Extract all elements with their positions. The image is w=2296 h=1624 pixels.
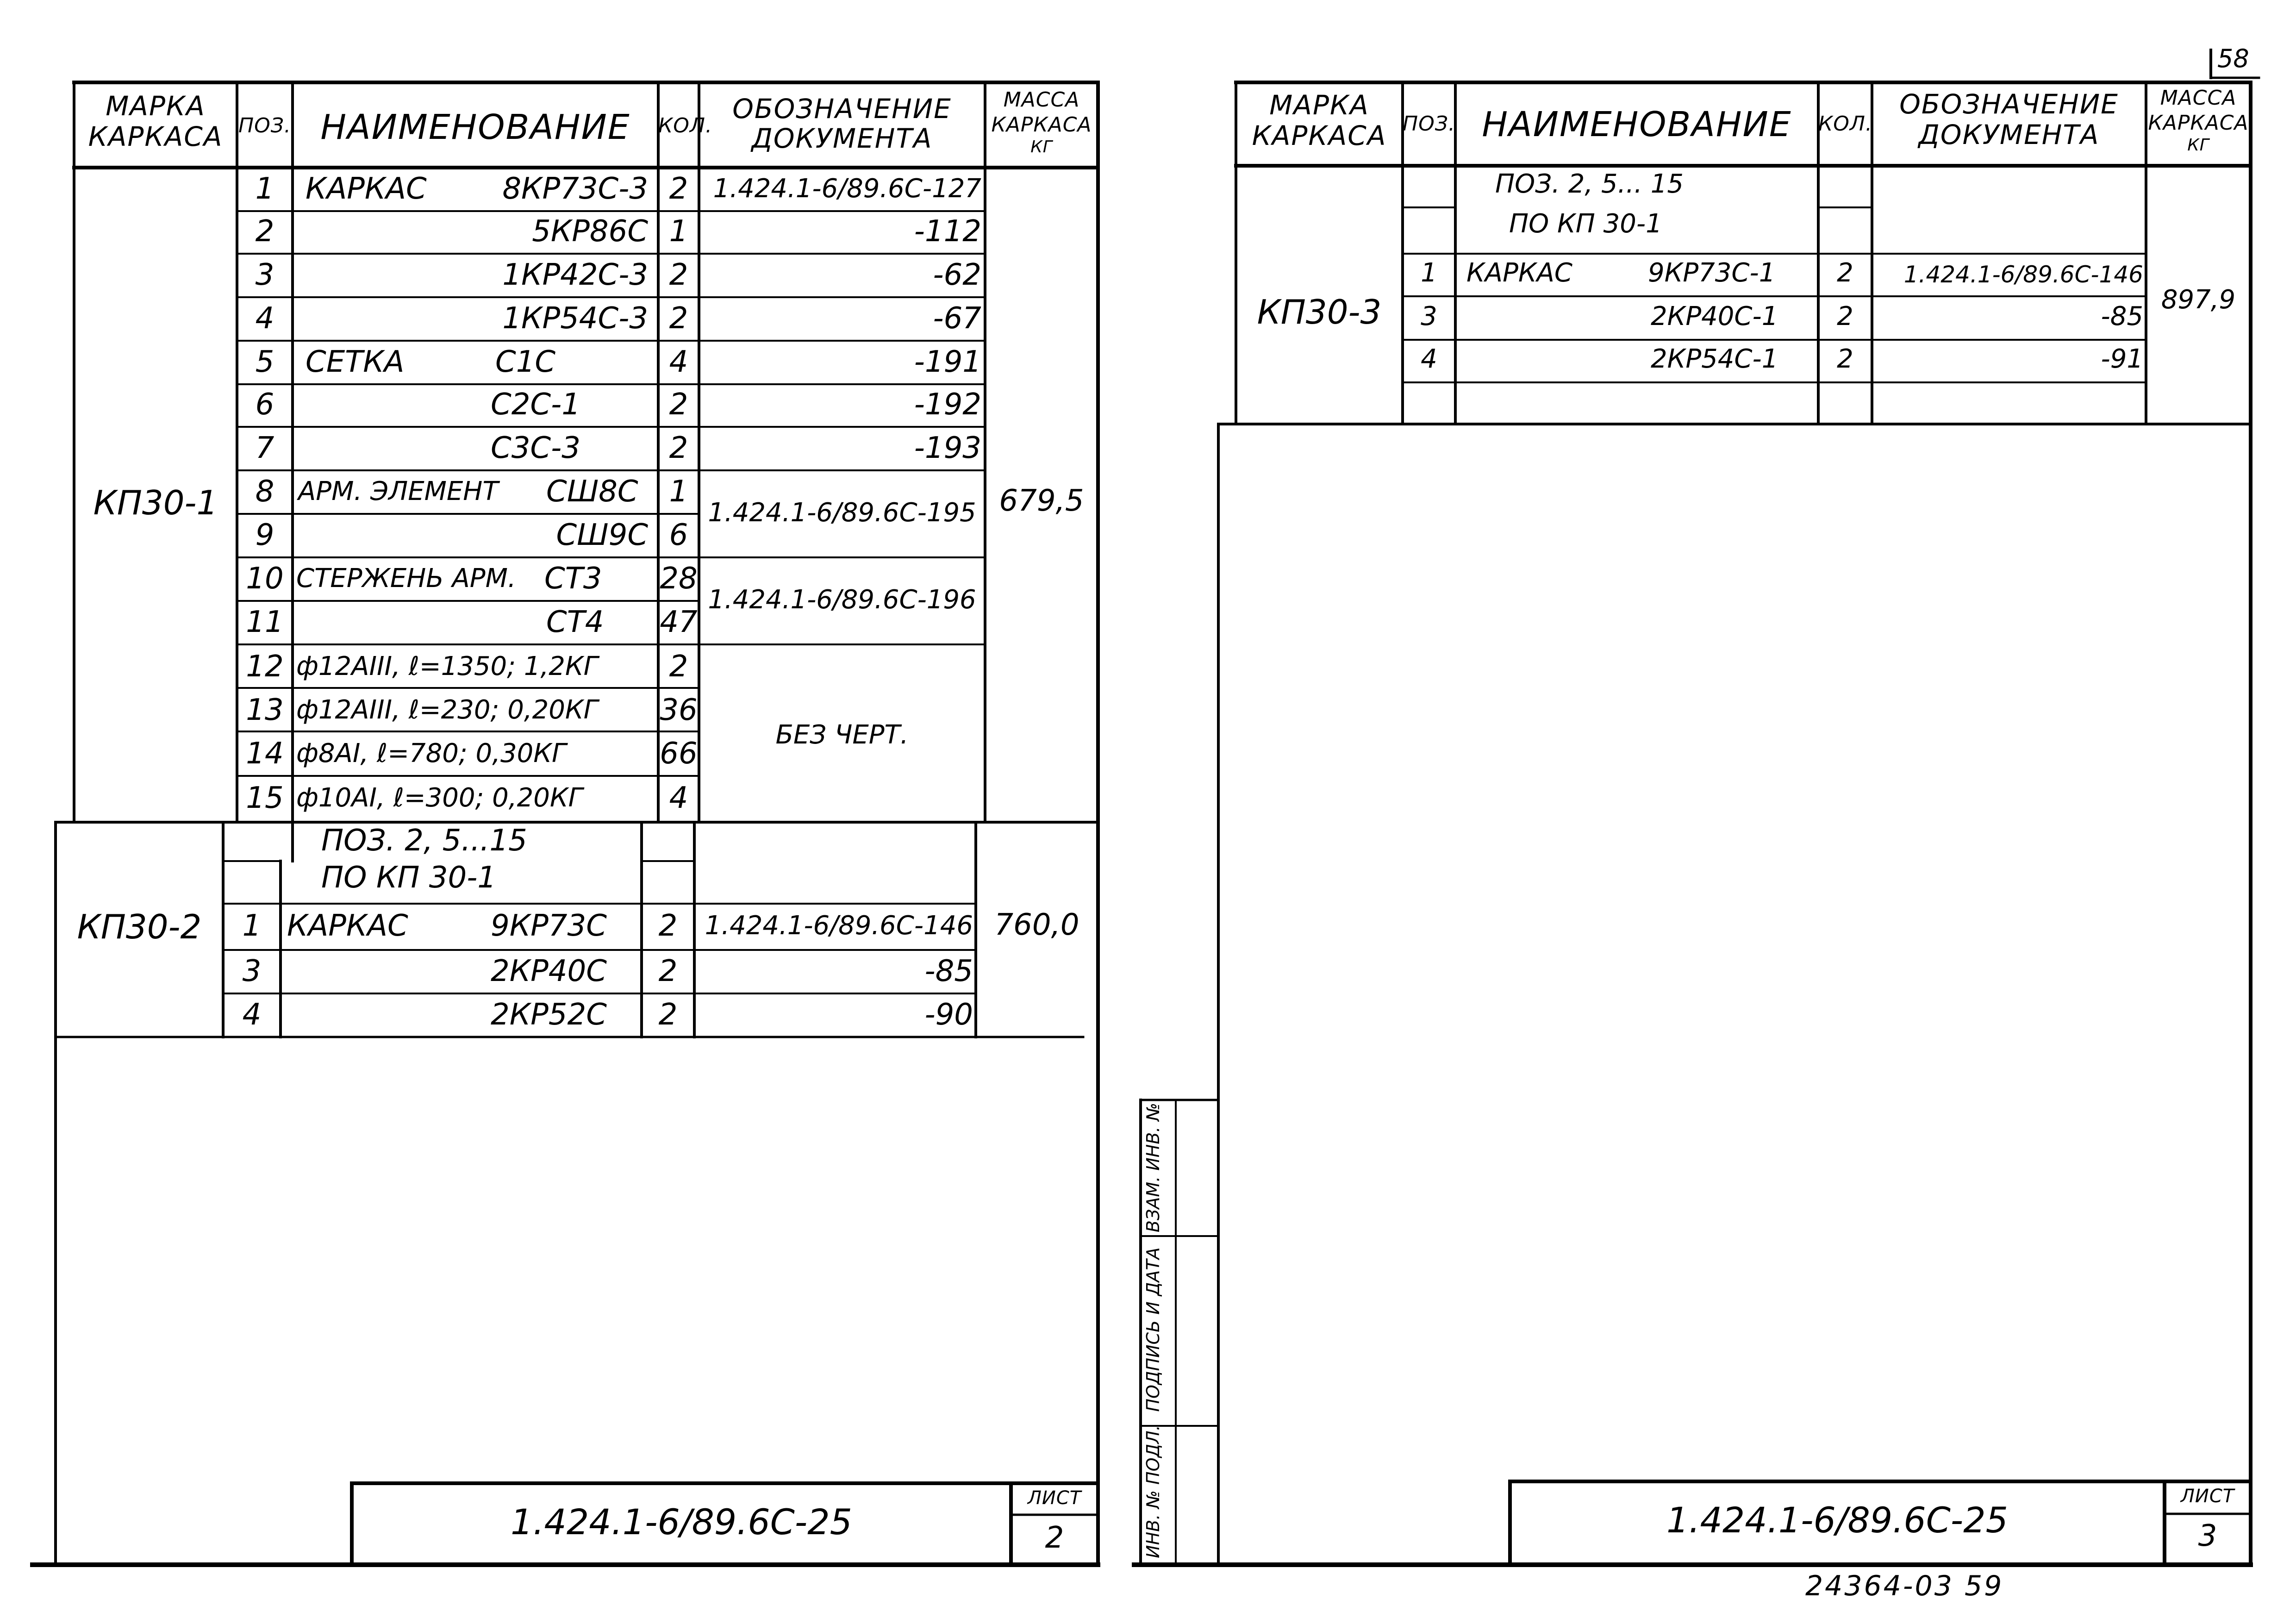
row-qty: 36 xyxy=(660,693,698,727)
row-poz: 3 xyxy=(255,258,275,292)
header-mass-line1: МАССА xyxy=(1003,88,1080,112)
header-doc-line2: ДОКУМЕНТА xyxy=(1918,119,2100,150)
header-marka-line1: МАРКА xyxy=(1269,89,1369,121)
row-doc: -191 xyxy=(914,345,981,379)
row-code: 8КР73С-3 xyxy=(502,172,648,206)
row-code: 2КР40С xyxy=(491,954,607,988)
group-mark-kp30-2: КП30-2 xyxy=(77,907,202,946)
row-doc: -67 xyxy=(933,301,981,336)
merged-doc: 1.424.1-6/89.6С-196 xyxy=(708,585,976,615)
row-name: АРМ. ЭЛЕМЕНТ xyxy=(298,476,499,506)
row-poz: 14 xyxy=(246,737,284,771)
row-doc: 1.424.1-6/89.6С-127 xyxy=(713,174,981,204)
row-code: СТ4 xyxy=(546,605,604,639)
row-poz: 11 xyxy=(246,605,284,639)
row-code: С2С-1 xyxy=(491,387,580,422)
row-poz: 4 xyxy=(255,301,275,336)
row-qty: 2 xyxy=(1837,301,1853,331)
row-qty: 4 xyxy=(669,345,688,379)
row-doc: -91 xyxy=(2101,344,2143,374)
row-qty: 2 xyxy=(669,301,688,336)
row-poz: 1 xyxy=(255,172,275,206)
row-qty: 1 xyxy=(669,214,688,249)
row-qty: 66 xyxy=(660,737,698,771)
header-mass-line1: МАССА xyxy=(2160,86,2237,110)
row-doc: -85 xyxy=(2101,301,2143,331)
header-mass-line2: КАРКАСА xyxy=(991,113,1092,137)
row-doc: -192 xyxy=(914,387,981,422)
row-name: ф12АIII, ℓ=1350; 1,2КГ xyxy=(296,651,598,681)
row-qty: 1 xyxy=(669,475,688,509)
row-poz: 13 xyxy=(246,693,284,727)
group-mass-kp30-1: 679,5 xyxy=(999,484,1084,518)
row-poz: 15 xyxy=(246,781,284,815)
group-note-line1: ПОЗ. 2, 5... 15 xyxy=(1495,169,1684,199)
row-code: СТ3 xyxy=(544,562,602,596)
header-mass-line3: КГ xyxy=(1030,137,1053,156)
row-qty: 47 xyxy=(660,605,698,639)
side-stamp-vzam: ВЗАМ. ИНВ. № xyxy=(1143,1102,1163,1233)
header-mass-line2: КАРКАСА xyxy=(2148,111,2249,135)
row-poz: 9 xyxy=(255,518,275,552)
side-stamp-signature: ПОДПИСЬ И ДАТА xyxy=(1143,1247,1163,1412)
row-name: СЕТКА xyxy=(306,345,405,379)
merged-doc: БЕЗ ЧЕРТ. xyxy=(775,720,909,750)
header-name: НАИМЕНОВАНИЕ xyxy=(1482,105,1792,144)
group-mass-kp30-2: 760,0 xyxy=(994,908,1079,942)
row-doc: 1.424.1-6/89.6С-146 xyxy=(705,911,973,941)
stamp-list-label: ЛИСТ xyxy=(2180,1486,2235,1507)
stamp-list-label: ЛИСТ xyxy=(1027,1487,1082,1509)
row-poz: 1 xyxy=(242,909,262,943)
stamp-list-number: 2 xyxy=(1045,1521,1064,1555)
row-name: ф10АI, ℓ=300; 0,20КГ xyxy=(296,783,583,813)
row-code: С3С-3 xyxy=(491,431,580,465)
header-poz: ПОЗ. xyxy=(1403,112,1455,136)
row-poz: 8 xyxy=(255,475,275,509)
row-poz: 1 xyxy=(1421,258,1437,288)
row-name: КАРКАС xyxy=(287,909,408,943)
row-poz: 4 xyxy=(1421,344,1437,374)
header-marka-line1: МАРКА xyxy=(106,90,206,122)
row-doc: -85 xyxy=(924,954,973,988)
header-name: НАИМЕНОВАНИЕ xyxy=(320,107,630,147)
group-note-line1: ПОЗ. 2, 5...15 xyxy=(321,824,527,858)
header-doc-line1: ОБОЗНАЧЕНИЕ xyxy=(732,93,952,125)
row-poz: 6 xyxy=(255,387,275,422)
row-poz: 4 xyxy=(242,998,262,1032)
row-qty: 6 xyxy=(669,518,688,552)
row-doc: -90 xyxy=(924,998,973,1032)
header-marka-line2: КАРКАСА xyxy=(88,121,223,152)
group-mark-kp30-1: КП30-1 xyxy=(93,483,218,522)
row-code: 9КР73С-1 xyxy=(1648,258,1776,288)
header-marka-line2: КАРКАСА xyxy=(1252,120,1387,151)
row-poz: 7 xyxy=(255,431,275,465)
row-qty: 4 xyxy=(669,781,688,815)
row-qty: 28 xyxy=(660,562,698,596)
row-name: ф8АI, ℓ=780; 0,30КГ xyxy=(296,738,567,768)
row-code: 1КР42С-3 xyxy=(502,258,648,292)
row-code: С1С xyxy=(495,345,556,379)
row-qty: 2 xyxy=(1837,258,1853,288)
header-doc-line2: ДОКУМЕНТА xyxy=(751,123,933,154)
footer-number: 24364-03 59 xyxy=(1805,1570,2004,1602)
side-stamp-inv: ИНВ. № ПОДЛ. xyxy=(1143,1425,1163,1558)
row-doc: -62 xyxy=(933,258,981,292)
row-poz: 10 xyxy=(246,562,284,596)
row-doc: -193 xyxy=(914,431,981,465)
row-poz: 3 xyxy=(1421,301,1437,331)
row-code: 2КР54С-1 xyxy=(1651,344,1778,374)
row-qty: 2 xyxy=(1837,344,1853,374)
row-code: СШ9С xyxy=(556,518,648,552)
row-qty: 2 xyxy=(669,387,688,422)
group-note-line2: ПО КП 30-1 xyxy=(321,861,496,895)
row-qty: 2 xyxy=(669,431,688,465)
header-mass-line3: КГ xyxy=(2187,136,2209,155)
row-qty: 2 xyxy=(669,172,688,206)
row-poz: 12 xyxy=(246,650,284,684)
row-poz: 3 xyxy=(242,954,262,988)
row-code: 2КР52С xyxy=(491,998,607,1032)
row-poz: 2 xyxy=(255,214,275,249)
row-name: ф12АIII, ℓ=230; 0,20КГ xyxy=(296,695,598,725)
row-code: 1КР54С-3 xyxy=(502,301,648,336)
row-code: 9КР73С xyxy=(491,909,607,943)
row-name: КАРКАС xyxy=(306,172,427,206)
row-qty: 2 xyxy=(658,909,678,943)
row-poz: 5 xyxy=(255,345,275,379)
row-name: КАРКАС xyxy=(1466,258,1573,288)
row-qty: 2 xyxy=(658,998,678,1032)
header-kol: КОЛ. xyxy=(1818,112,1872,136)
group-note-line2: ПО КП 30-1 xyxy=(1509,209,1662,239)
stamp-doc-number: 1.424.1-6/89.6С-25 xyxy=(1666,1499,2008,1541)
row-qty: 2 xyxy=(658,954,678,988)
row-qty: 2 xyxy=(669,258,688,292)
row-code: СШ8С xyxy=(546,475,638,509)
row-doc: 1.424.1-6/89.6С-146 xyxy=(1903,261,2143,288)
row-code: 2КР40С-1 xyxy=(1651,301,1778,331)
stamp-list-number: 3 xyxy=(2198,1519,2217,1553)
row-doc: -112 xyxy=(914,214,981,249)
header-doc-line1: ОБОЗНАЧЕНИЕ xyxy=(1899,88,2119,120)
header-kol: КОЛ. xyxy=(658,114,712,137)
row-qty: 2 xyxy=(669,650,688,684)
group-mark-kp30-3: КП30-3 xyxy=(1257,293,1382,331)
row-name: СТЕРЖЕНЬ АРМ. xyxy=(296,563,516,593)
header-poz: ПОЗ. xyxy=(238,114,291,137)
stamp-doc-number: 1.424.1-6/89.6С-25 xyxy=(511,1501,852,1543)
page-number-top: 58 xyxy=(2217,44,2249,73)
row-code: 5КР86С xyxy=(532,214,648,249)
merged-doc: 1.424.1-6/89.6С-195 xyxy=(708,498,976,528)
group-mass-kp30-3: 897,9 xyxy=(2161,285,2236,315)
